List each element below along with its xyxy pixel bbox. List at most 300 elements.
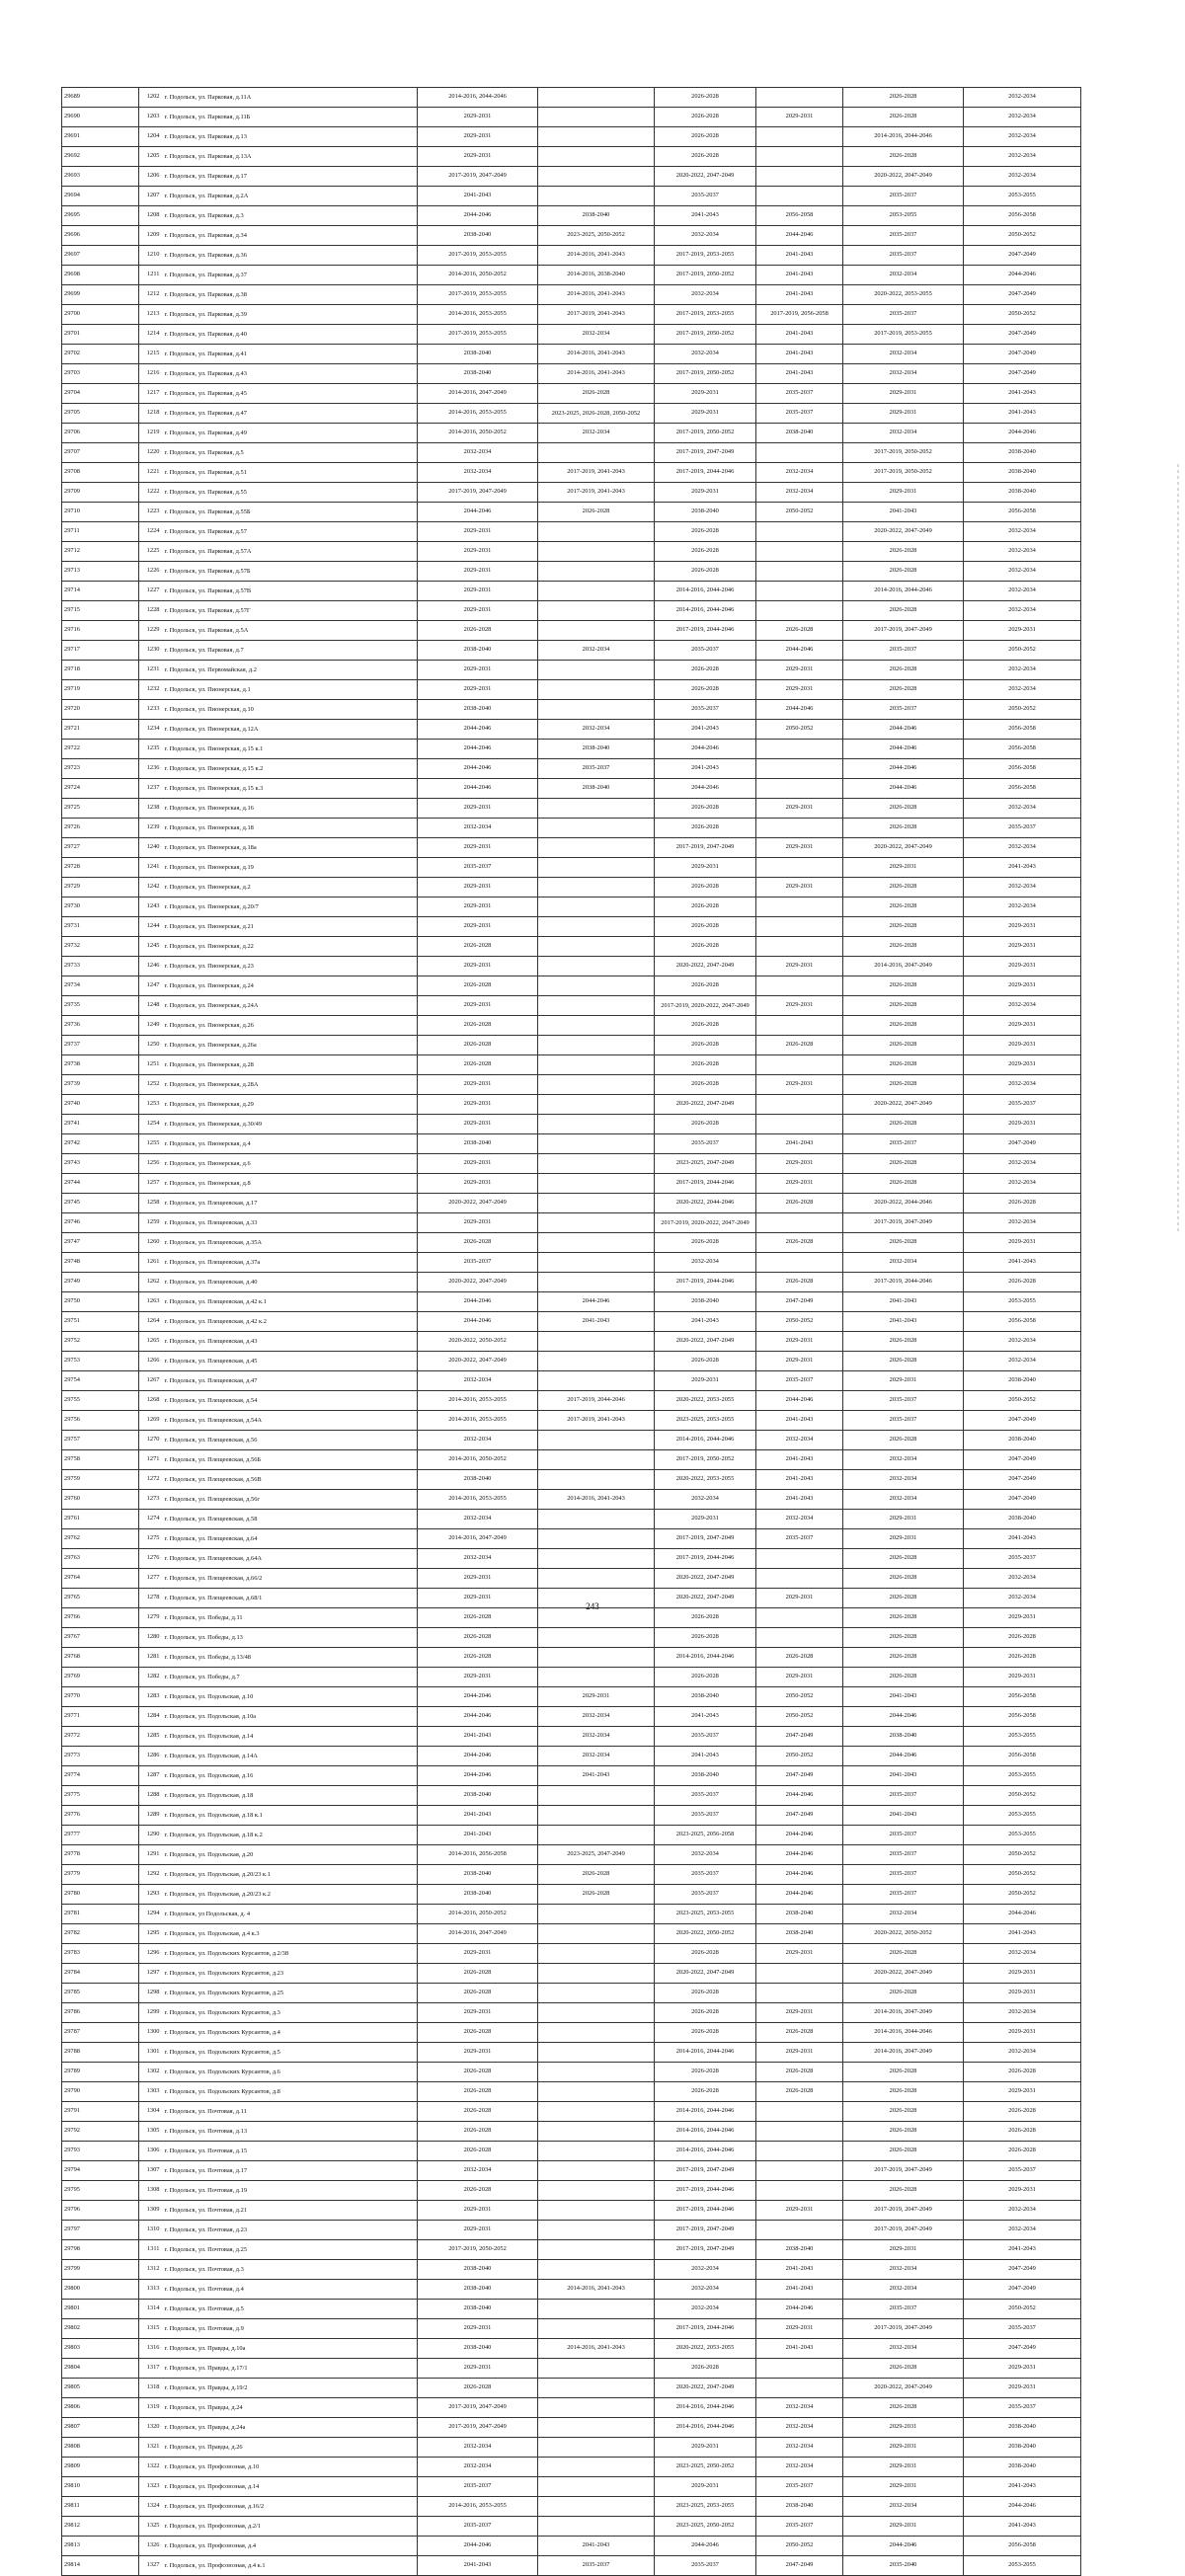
table-cell: 2026-2028 bbox=[655, 2003, 756, 2023]
table-cell: 2014-2016, 2053-2055 bbox=[418, 1391, 538, 1411]
table-row bbox=[62, 2082, 1081, 2102]
table-cell: 1231 bbox=[139, 661, 163, 680]
table-cell: 2029-2031 bbox=[418, 1174, 538, 1194]
table-cell: 2038-2040 bbox=[756, 2497, 843, 2517]
table-cell: 2017-2019, 2020-2022, 2047-2049 bbox=[655, 996, 756, 1016]
table-cell: г. Подольск, ул. Пионерская, д.28А bbox=[163, 1075, 418, 1095]
table-cell: г. Подольск, ул. Плещеевская, д.56В bbox=[163, 1470, 418, 1490]
table-cell: 2044-2046 bbox=[964, 266, 1081, 285]
table-row bbox=[62, 1885, 1081, 1905]
table-cell: 2050-2052 bbox=[756, 1747, 843, 1766]
table-cell: 1305 bbox=[139, 2122, 163, 2142]
table-cell: 2026-2028 bbox=[418, 2063, 538, 2082]
table-cell: 2035-2037 bbox=[655, 1806, 756, 1826]
table-cell: 2032-2034 bbox=[538, 325, 655, 345]
table-cell: 29714 bbox=[62, 582, 139, 601]
table-cell: г. Подольск, ул. Подольская, д.18 bbox=[163, 1786, 418, 1806]
table-cell: 2029-2031 bbox=[418, 1589, 538, 1608]
table-cell: 2023-2025, 2050-2052 bbox=[655, 2517, 756, 2537]
table-cell: 2044-2046 bbox=[756, 1786, 843, 1806]
table-cell bbox=[538, 167, 655, 187]
table-cell: 2041-2043 bbox=[756, 1450, 843, 1470]
table-cell bbox=[538, 2201, 655, 2221]
table-cell: 2029-2031 bbox=[756, 996, 843, 1016]
table-cell: 2026-2028 bbox=[843, 1668, 964, 1687]
table-cell: 2029-2031 bbox=[418, 108, 538, 127]
table-cell: 2026-2028 bbox=[655, 878, 756, 898]
table-cell: 2047-2049 bbox=[756, 2556, 843, 2576]
table-cell: 2041-2043 bbox=[964, 1924, 1081, 1944]
table-cell bbox=[538, 1055, 655, 1075]
table-cell: 1313 bbox=[139, 2280, 163, 2300]
table-cell: 29761 bbox=[62, 1510, 139, 1529]
table-cell: 29737 bbox=[62, 1036, 139, 1055]
table-row bbox=[62, 2063, 1081, 2082]
table-cell: 2017-2019, 2047-2049 bbox=[843, 621, 964, 641]
table-cell: 2044-2046 bbox=[418, 206, 538, 226]
table-row bbox=[62, 206, 1081, 226]
table-cell: 2029-2031 bbox=[964, 917, 1081, 937]
table-cell: 2026-2028 bbox=[655, 2023, 756, 2043]
table-cell: г. Подольск, ул. Пионерская, д.26 bbox=[163, 1016, 418, 1036]
table-cell: г. Подольск, ул. Плещеевская, д.43 bbox=[163, 1332, 418, 1352]
table-cell: 2044-2046 bbox=[843, 759, 964, 779]
table-cell: 29774 bbox=[62, 1766, 139, 1786]
table-cell: 2023-2025, 2053-2055 bbox=[655, 2497, 756, 2517]
table-cell: 2032-2034 bbox=[843, 2339, 964, 2359]
table-cell: 2026-2028 bbox=[843, 878, 964, 898]
table-cell: 2032-2034 bbox=[655, 1845, 756, 1865]
table-cell: 2026-2028 bbox=[418, 976, 538, 996]
table-cell: 29748 bbox=[62, 1253, 139, 1273]
table-cell: 2038-2040 bbox=[418, 1865, 538, 1885]
table-cell: г. Подольск, ул. Плещеевская, д.66/2 bbox=[163, 1569, 418, 1589]
table-cell: г. Подольск, ул. Подольская, д.20/23 к.2 bbox=[163, 1885, 418, 1905]
table-cell: 29699 bbox=[62, 285, 139, 305]
table-cell: 2023-2025, 2056-2058 bbox=[655, 1826, 756, 1845]
table-cell: 2032-2034 bbox=[655, 1490, 756, 1510]
table-cell: 2017-2019, 2047-2049 bbox=[843, 2221, 964, 2240]
table-cell: 2014-2016, 2044-2046 bbox=[655, 2122, 756, 2142]
table-row bbox=[62, 1292, 1081, 1312]
table-cell: 2020-2022, 2047-2049 bbox=[843, 167, 964, 187]
table-cell: 2014-2016, 2053-2055 bbox=[418, 1411, 538, 1431]
table-cell bbox=[538, 2023, 655, 2043]
table-cell: 29698 bbox=[62, 266, 139, 285]
table-cell: 2032-2034 bbox=[756, 2458, 843, 2477]
table-cell: 2032-2034 bbox=[964, 108, 1081, 127]
table-cell bbox=[538, 88, 655, 108]
table-cell: 2029-2031 bbox=[418, 2319, 538, 2339]
table-cell: 2032-2034 bbox=[655, 1253, 756, 1273]
table-cell: 2032-2034 bbox=[964, 878, 1081, 898]
table-cell: 2041-2043 bbox=[756, 1134, 843, 1154]
table-cell: 1294 bbox=[139, 1905, 163, 1924]
table-cell: 29692 bbox=[62, 147, 139, 167]
table-cell bbox=[538, 858, 655, 878]
table-cell: г. Подольск, ул. Плещеевская, д.35А bbox=[163, 1233, 418, 1253]
table-cell: г. Подольск, ул. Правды, д.17/1 bbox=[163, 2359, 418, 2379]
table-cell: 1267 bbox=[139, 1371, 163, 1391]
table-cell: 2017-2019, 2053-2055 bbox=[655, 305, 756, 325]
table-cell: 29750 bbox=[62, 1292, 139, 1312]
table-cell: 2032-2034 bbox=[756, 2398, 843, 2418]
table-cell: г. Подольск, ул. Пионерская, д.2 bbox=[163, 878, 418, 898]
table-cell: 2032-2034 bbox=[655, 285, 756, 305]
table-cell bbox=[756, 1016, 843, 1036]
table-cell: 2026-2028 bbox=[843, 898, 964, 917]
table-cell: 2044-2046 bbox=[418, 1292, 538, 1312]
table-cell: 2026-2028 bbox=[418, 2181, 538, 2201]
table-cell: 2017-2019, 2047-2049 bbox=[843, 2161, 964, 2181]
table-cell: 2038-2040 bbox=[964, 483, 1081, 503]
table-cell: 2014-2016, 2044-2046 bbox=[655, 1431, 756, 1450]
table-row bbox=[62, 582, 1081, 601]
table-cell: 29739 bbox=[62, 1075, 139, 1095]
table-cell: 2032-2034 bbox=[538, 720, 655, 740]
table-cell: 2029-2031 bbox=[418, 996, 538, 1016]
table-cell: 1320 bbox=[139, 2418, 163, 2438]
table-cell: 29703 bbox=[62, 364, 139, 384]
table-cell: г. Подольск, ул. Правды, д.26 bbox=[163, 2438, 418, 2458]
table-cell: 29742 bbox=[62, 1134, 139, 1154]
table-cell: 1251 bbox=[139, 1055, 163, 1075]
table-cell: 1212 bbox=[139, 285, 163, 305]
table-cell: 2041-2043 bbox=[418, 1727, 538, 1747]
table-cell: 29740 bbox=[62, 1095, 139, 1115]
table-cell: 2038-2040 bbox=[538, 206, 655, 226]
table-cell: 2047-2049 bbox=[964, 1411, 1081, 1431]
table-cell: 2041-2043 bbox=[756, 345, 843, 364]
table-cell: 2017-2019, 2044-2046 bbox=[655, 2201, 756, 2221]
table-row bbox=[62, 1016, 1081, 1036]
table-cell bbox=[538, 1075, 655, 1095]
table-cell: 2029-2031 bbox=[843, 2458, 964, 2477]
table-cell: 2038-2040 bbox=[756, 2240, 843, 2260]
table-cell: 2014-2016, 2047-2049 bbox=[418, 384, 538, 404]
table-row bbox=[62, 2418, 1081, 2438]
table-cell: 2035-2037 bbox=[655, 700, 756, 720]
table-cell bbox=[538, 1944, 655, 1964]
table-cell: 2029-2031 bbox=[756, 1154, 843, 1174]
table-cell: 2020-2022, 2047-2049 bbox=[843, 1095, 964, 1115]
table-cell: г. Подольск, ул. Пионерская, д.4 bbox=[163, 1134, 418, 1154]
table-cell: 29711 bbox=[62, 522, 139, 542]
table-cell: 29702 bbox=[62, 345, 139, 364]
table-cell: г. Подольск, ул. Плещеевская, д.68/1 bbox=[163, 1589, 418, 1608]
table-cell: 29771 bbox=[62, 1707, 139, 1727]
table-cell: 29812 bbox=[62, 2517, 139, 2537]
table-cell: г. Подольск, ул. Плещеевская, д.47 bbox=[163, 1371, 418, 1391]
table-cell: 2026-2028 bbox=[964, 2122, 1081, 2142]
table-cell: 2032-2034 bbox=[964, 562, 1081, 582]
table-cell: 2035-2037 bbox=[655, 2556, 756, 2576]
table-cell bbox=[538, 601, 655, 621]
table-cell: 2056-2058 bbox=[964, 2537, 1081, 2556]
table-cell: 2038-2040 bbox=[655, 1292, 756, 1312]
table-row bbox=[62, 1273, 1081, 1292]
table-row bbox=[62, 364, 1081, 384]
table-cell: 2026-2028 bbox=[418, 1984, 538, 2003]
table-cell bbox=[538, 1194, 655, 1213]
table-cell: 2047-2049 bbox=[964, 1470, 1081, 1490]
table-cell: 2056-2058 bbox=[964, 1687, 1081, 1707]
table-cell: 2026-2028 bbox=[756, 2082, 843, 2102]
table-cell: 2026-2028 bbox=[655, 1016, 756, 1036]
table-cell: 2038-2040 bbox=[538, 779, 655, 799]
table-cell: 2032-2034 bbox=[964, 799, 1081, 819]
table-cell: 2026-2028 bbox=[418, 1016, 538, 1036]
table-cell: 2026-2028 bbox=[843, 661, 964, 680]
table-cell: 2020-2022, 2047-2049 bbox=[655, 2379, 756, 2398]
table-cell: 2026-2028 bbox=[655, 542, 756, 562]
table-cell: г. Подольск, ул. Плещеевская, д.33 bbox=[163, 1213, 418, 1233]
table-cell: 1246 bbox=[139, 957, 163, 976]
table-cell: 1282 bbox=[139, 1668, 163, 1687]
table-cell: 1325 bbox=[139, 2517, 163, 2537]
table-cell: 2026-2028 bbox=[655, 680, 756, 700]
table-cell: 2014-2016, 2044-2046 bbox=[655, 2418, 756, 2438]
table-cell bbox=[538, 1668, 655, 1687]
table-row bbox=[62, 1865, 1081, 1885]
table-cell: г. Подольск, ул. Парковая, д.55Б bbox=[163, 503, 418, 522]
table-cell: 2029-2031 bbox=[756, 838, 843, 858]
table-cell: 1202 bbox=[139, 88, 163, 108]
table-cell: 2038-2040 bbox=[418, 2339, 538, 2359]
table-cell: 29691 bbox=[62, 127, 139, 147]
table-cell: 2029-2031 bbox=[655, 858, 756, 878]
table-cell bbox=[538, 2181, 655, 2201]
table-cell bbox=[538, 1905, 655, 1924]
table-cell: 2020-2022, 2044-2046 bbox=[655, 1194, 756, 1213]
table-cell: 1205 bbox=[139, 147, 163, 167]
table-cell: 1281 bbox=[139, 1648, 163, 1668]
table-cell: 29778 bbox=[62, 1845, 139, 1865]
table-cell: 2029-2031 bbox=[843, 1529, 964, 1549]
table-cell bbox=[756, 1569, 843, 1589]
table-cell: 2035-2037 bbox=[964, 2398, 1081, 2418]
table-cell: 2038-2040 bbox=[964, 2438, 1081, 2458]
table-cell: 2026-2028 bbox=[843, 2359, 964, 2379]
table-cell bbox=[538, 2142, 655, 2161]
table-cell bbox=[538, 819, 655, 838]
table-cell: 2029-2031 bbox=[538, 1687, 655, 1707]
table-cell: 2026-2028 bbox=[655, 976, 756, 996]
table-row bbox=[62, 1154, 1081, 1174]
table-cell bbox=[538, 976, 655, 996]
table-cell bbox=[538, 1786, 655, 1806]
table-cell: г. Подольск, ул. Подольских Курсантов, д.6 bbox=[163, 2063, 418, 2082]
table-cell: 2020-2022, 2050-2052 bbox=[843, 1924, 964, 1944]
table-cell: 29784 bbox=[62, 1964, 139, 1984]
table-cell: 2014-2016, 2044-2046 bbox=[655, 2398, 756, 2418]
table-row bbox=[62, 285, 1081, 305]
table-cell: г. Подольск, ул. Пионерская, д.15 к.1 bbox=[163, 740, 418, 759]
table-cell: 2035-2037 bbox=[843, 305, 964, 325]
table-cell: 1250 bbox=[139, 1036, 163, 1055]
table-cell bbox=[756, 1055, 843, 1075]
table-cell: 2014-2016, 2053-2055 bbox=[418, 305, 538, 325]
table-cell: 2044-2046 bbox=[756, 1885, 843, 1905]
table-cell: 1298 bbox=[139, 1984, 163, 2003]
table-cell: 2017-2019, 2053-2055 bbox=[418, 285, 538, 305]
table-row bbox=[62, 2201, 1081, 2221]
table-cell: 2026-2028 bbox=[843, 1648, 964, 1668]
table-cell: г. Подольск, ул. Парковая, д.49 bbox=[163, 424, 418, 443]
table-cell: 2029-2031 bbox=[964, 937, 1081, 957]
table-cell bbox=[538, 1826, 655, 1845]
table-cell: 1326 bbox=[139, 2537, 163, 2556]
table-cell: 2017-2019, 2050-2052 bbox=[418, 2240, 538, 2260]
table-cell: 1319 bbox=[139, 2398, 163, 2418]
table-row bbox=[62, 1075, 1081, 1095]
table-cell: 29758 bbox=[62, 1450, 139, 1470]
table-cell: г. Подольск, ул. Пионерская, д.15 к.3 bbox=[163, 779, 418, 799]
table-row bbox=[62, 1490, 1081, 1510]
table-cell: 2032-2034 bbox=[964, 1589, 1081, 1608]
table-cell: 2026-2028 bbox=[964, 1628, 1081, 1648]
table-cell: 2029-2031 bbox=[418, 2201, 538, 2221]
table-cell: 29777 bbox=[62, 1826, 139, 1845]
table-row bbox=[62, 1569, 1081, 1589]
table-cell: 2041-2043 bbox=[964, 2477, 1081, 2497]
table-cell: 1292 bbox=[139, 1865, 163, 1885]
table-row bbox=[62, 2379, 1081, 2398]
table-cell: 2032-2034 bbox=[964, 1075, 1081, 1095]
table-cell: 29787 bbox=[62, 2023, 139, 2043]
table-cell: 2035-2037 bbox=[756, 384, 843, 404]
table-cell: 2035-2037 bbox=[418, 858, 538, 878]
table-cell bbox=[538, 2221, 655, 2240]
table-cell bbox=[538, 661, 655, 680]
table-cell: г. Подольск, ул. Пионерская, д.26а bbox=[163, 1036, 418, 1055]
table-cell: 2038-2040 bbox=[418, 1786, 538, 1806]
table-cell: г. Подольск, ул. Парковая, д.2А bbox=[163, 187, 418, 206]
table-cell: 29783 bbox=[62, 1944, 139, 1964]
table-row bbox=[62, 443, 1081, 463]
table-cell: 2029-2031 bbox=[843, 2418, 964, 2438]
table-cell: 2050-2052 bbox=[756, 720, 843, 740]
table-cell: 2029-2031 bbox=[964, 1233, 1081, 1253]
table-cell: г. Подольск, ул. Почтовая, д.25 bbox=[163, 2240, 418, 2260]
table-cell: г. Подольск, ул. Подольских Курсантов, д.25 bbox=[163, 1984, 418, 2003]
table-cell: 2020-2022, 2047-2049 bbox=[418, 1273, 538, 1292]
table-cell: 29803 bbox=[62, 2339, 139, 2359]
table-cell: г. Подольск, ул. Подольских Курсантов, д.3 bbox=[163, 2003, 418, 2023]
table-cell: 2029-2031 bbox=[756, 957, 843, 976]
table-cell: 29807 bbox=[62, 2418, 139, 2438]
table-cell: г. Подольск, ул. Подольская, д.16 bbox=[163, 1766, 418, 1786]
table-cell: 1253 bbox=[139, 1095, 163, 1115]
table-cell: 2029-2031 bbox=[756, 2043, 843, 2063]
table-cell: 29800 bbox=[62, 2280, 139, 2300]
table-row bbox=[62, 1687, 1081, 1707]
table-cell: 2029-2031 bbox=[964, 1016, 1081, 1036]
table-cell: 2026-2028 bbox=[418, 2082, 538, 2102]
table-row bbox=[62, 325, 1081, 345]
table-cell: 2029-2031 bbox=[418, 1944, 538, 1964]
table-cell bbox=[538, 1134, 655, 1154]
table-cell: 2020-2022, 2053-2055 bbox=[655, 1470, 756, 1490]
table-cell: 29722 bbox=[62, 740, 139, 759]
table-cell: 2044-2046 bbox=[418, 1747, 538, 1766]
table-cell: 2038-2040 bbox=[418, 700, 538, 720]
table-cell: 1233 bbox=[139, 700, 163, 720]
table-row bbox=[62, 2102, 1081, 2122]
table-cell: 1223 bbox=[139, 503, 163, 522]
table-row bbox=[62, 1529, 1081, 1549]
table-cell: 2029-2031 bbox=[756, 878, 843, 898]
table-cell: 2044-2046 bbox=[964, 1905, 1081, 1924]
table-cell: 2047-2049 bbox=[964, 2260, 1081, 2280]
table-cell: г. Подольск, ул. Плещеевская, д.56г bbox=[163, 1490, 418, 1510]
table-cell: 1224 bbox=[139, 522, 163, 542]
table-cell: 2053-2055 bbox=[964, 187, 1081, 206]
table-cell: 2017-2019, 2047-2049 bbox=[655, 2161, 756, 2181]
table-cell: 2032-2034 bbox=[964, 1569, 1081, 1589]
table-cell: 2044-2046 bbox=[418, 503, 538, 522]
table-cell: 2038-2040 bbox=[964, 443, 1081, 463]
table-cell bbox=[756, 1628, 843, 1648]
table-cell: 2038-2040 bbox=[418, 345, 538, 364]
table-cell: 2044-2046 bbox=[418, 720, 538, 740]
table-cell: 2029-2031 bbox=[964, 1055, 1081, 1075]
table-cell: г. Подольск, ул. Подольских Курсантов, д.2/38 bbox=[163, 1944, 418, 1964]
table-row bbox=[62, 700, 1081, 720]
table-cell: 2026-2028 bbox=[843, 1549, 964, 1569]
table-cell: г. Подольск, ул. Подольская, д.18 к.2 bbox=[163, 1826, 418, 1845]
table-cell: 2032-2034 bbox=[418, 443, 538, 463]
table-cell: 2047-2049 bbox=[964, 1490, 1081, 1510]
table-cell: 2047-2049 bbox=[964, 285, 1081, 305]
table-cell: 2026-2028 bbox=[418, 621, 538, 641]
table-cell: 29752 bbox=[62, 1332, 139, 1352]
table-cell: 2032-2034 bbox=[538, 1727, 655, 1747]
table-cell: 1226 bbox=[139, 562, 163, 582]
table-cell bbox=[756, 2142, 843, 2161]
table-cell: 2026-2028 bbox=[843, 1569, 964, 1589]
table-row bbox=[62, 2458, 1081, 2477]
table-cell: г. Подольск, ул. Почтовая, д.15 bbox=[163, 2142, 418, 2161]
table-row bbox=[62, 1371, 1081, 1391]
table-cell: г. Подольск, ул. Почтовая, д.19 bbox=[163, 2181, 418, 2201]
table-cell: 2038-2040 bbox=[538, 740, 655, 759]
table-cell: 1235 bbox=[139, 740, 163, 759]
table-cell: г. Подольск, ул. Парковая, д.57Г bbox=[163, 601, 418, 621]
table-cell: 1264 bbox=[139, 1312, 163, 1332]
table-cell: 2014-2016, 2050-2052 bbox=[418, 1450, 538, 1470]
table-row bbox=[62, 503, 1081, 522]
table-cell: 2029-2031 bbox=[418, 601, 538, 621]
table-cell: 1248 bbox=[139, 996, 163, 1016]
table-cell bbox=[756, 2359, 843, 2379]
table-cell: 2026-2028 bbox=[655, 147, 756, 167]
table-row bbox=[62, 463, 1081, 483]
table-cell bbox=[538, 2517, 655, 2537]
table-cell: 2014-2016, 2050-2052 bbox=[418, 1905, 538, 1924]
table-row bbox=[62, 1036, 1081, 1055]
table-cell: 29810 bbox=[62, 2477, 139, 2497]
table-cell: г. Подольск, ул. Подольская, д.10а bbox=[163, 1707, 418, 1727]
table-cell: 2044-2046 bbox=[418, 1707, 538, 1727]
table-cell: 1258 bbox=[139, 1194, 163, 1213]
table-cell: 2026-2028 bbox=[655, 562, 756, 582]
table-cell: 2023-2025, 2050-2052 bbox=[655, 2458, 756, 2477]
table-cell bbox=[756, 2379, 843, 2398]
table-cell: 1242 bbox=[139, 878, 163, 898]
table-cell: 29730 bbox=[62, 898, 139, 917]
table-cell bbox=[538, 898, 655, 917]
